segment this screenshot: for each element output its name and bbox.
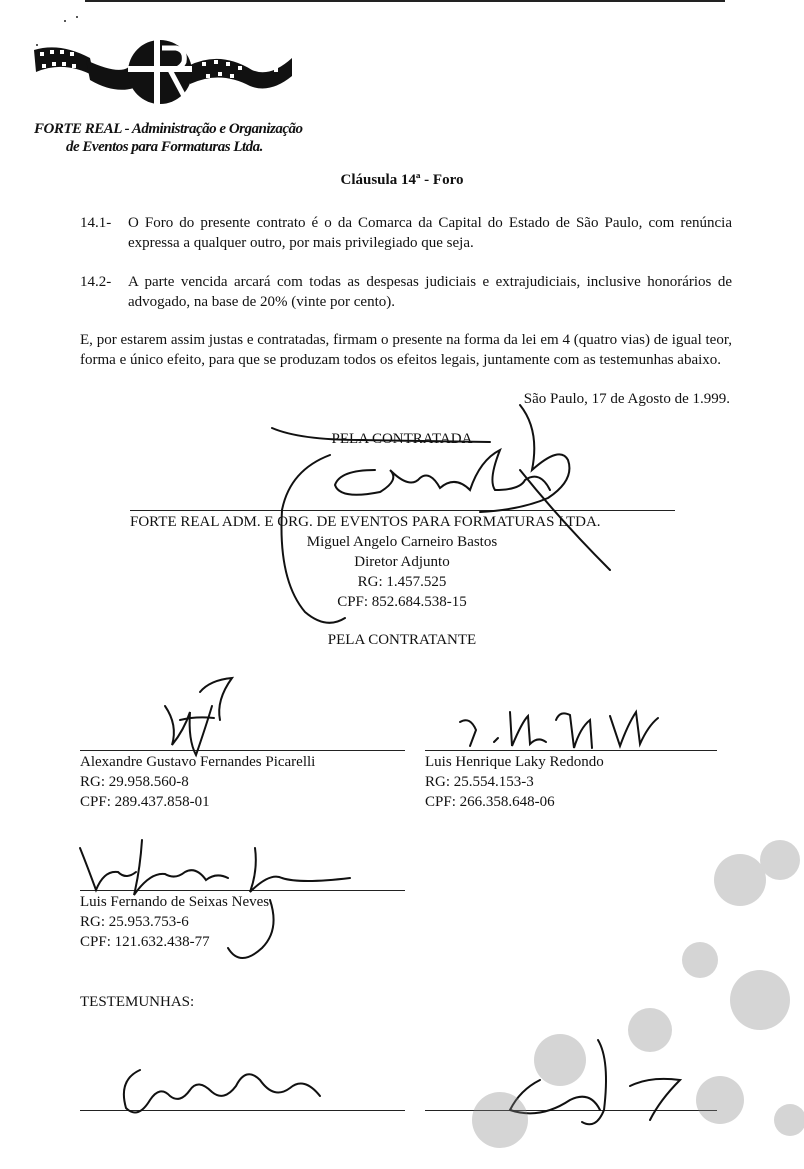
signer-name: Luis Henrique Laky Redondo [425,754,604,770]
clause-title: Cláusula 14ª - Foro [340,172,464,188]
signer-name: Alexandre Gustavo Fernandes Picarelli [80,754,316,770]
contratada-name: Miguel Angelo Carneiro Bastos [306,534,498,550]
signer-name: Luis Fernando de Seixas Neves [80,894,270,910]
witness-signature-1 [124,1070,320,1113]
scan-noise [472,840,804,1148]
signer-cpf: CPF: 289.437.858-01 [80,794,210,810]
company-name-line2: de Eventos para Formaturas Ltda. [66,139,263,155]
clause-item-number: 14.1- [80,215,112,231]
signer-rg: RG: 25.554.153-3 [425,774,534,790]
closing-paragraph: E, por estarem assim justas e contratadas, firmam o presente na forma da lei em 4 (quatro vias) de igual teor, forma e único efeito, para que se produzam todos os efeitos legais, juntamente com as testemunhas abaixo. [80,332,732,368]
clause-item-text: O Foro do presente contrato é o da Comarca da Capital do Estado de São Paulo, com renúncia expressa a qualquer outro, por mais privilegiado que seja. [128,215,732,251]
signer-rg: RG: 25.953.753-6 [80,914,189,930]
testemunhas-label: TESTEMUNHAS: [80,994,195,1010]
date-line: São Paulo, 17 de Agosto de 1.999. [523,391,730,407]
clause-item-text: A parte vencida arcará com todas as despesas judiciais e extrajudiciais, inclusive honorários de advogado, na base de 20% (vinte por cento). [128,274,732,310]
contratante-signature-3 [80,840,350,958]
contratada-company: FORTE REAL ADM. E ORG. DE EVENTOS PARA FORMATURAS LTDA. [130,514,601,530]
company-name-line1: FORTE REAL - Administração e Organização [34,121,303,137]
contratada-cpf: CPF: 852.684.538-15 [337,594,467,610]
contratada-signature [272,405,610,623]
contratante-signature-1 [165,678,232,755]
clause-item-number: 14.2- [80,274,112,290]
contratada-rg: RG: 1.457.525 [357,574,447,590]
signer-rg: RG: 29.958.560-8 [80,774,189,790]
contratante-signature-2 [460,712,658,748]
contratada-label: PELA CONTRATADA [331,431,473,447]
signer-cpf: CPF: 266.358.648-06 [425,794,555,810]
contratada-role: Diretor Adjunto [354,554,450,570]
contratante-label: PELA CONTRATANTE [327,632,477,648]
signer-cpf: CPF: 121.632.438-77 [80,934,210,950]
